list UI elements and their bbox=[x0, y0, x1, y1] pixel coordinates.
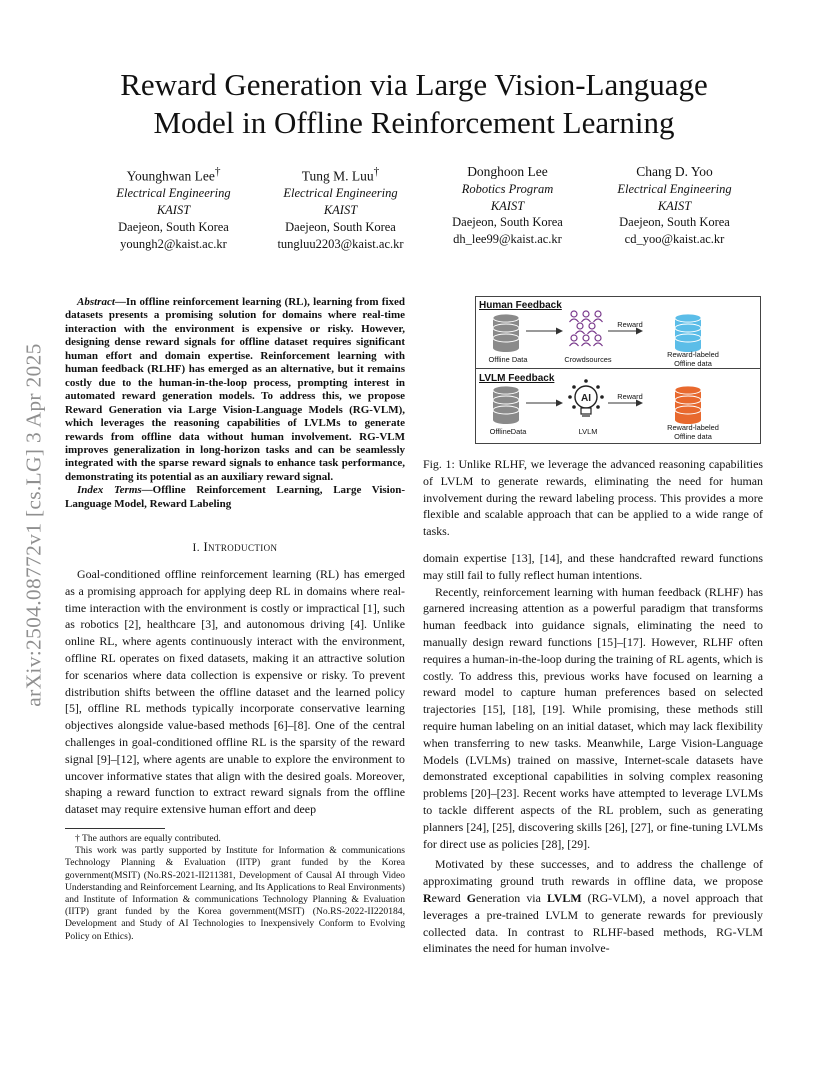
proposal-bold-r: R bbox=[423, 890, 432, 905]
proposal-bold-lvlm: LVLM bbox=[546, 890, 582, 905]
database-icon-gray bbox=[493, 386, 519, 424]
proposal-text: eward bbox=[431, 890, 467, 905]
crowd-people-icon bbox=[570, 311, 603, 346]
proposal-text: (RG-VLM), a novel approach that leverages a pre-trained LVLM to generate rewards for previously collected data. In contrast to RLHF-based methods, RG-VLM eliminates the need for human involve- bbox=[423, 890, 763, 956]
arxiv-identifier: arXiv:2504.08772v1 [cs.LG] 3 Apr 2025 bbox=[21, 343, 46, 707]
label-reward-labeled: Reward-labeled Offline data bbox=[667, 350, 719, 368]
label-reward: Reward bbox=[617, 392, 643, 401]
author-email: youngh2@kaist.ac.kr bbox=[120, 236, 227, 251]
label-reward-labeled: Reward-labeled Offline data bbox=[667, 423, 719, 441]
author-location: Daejeon, South Korea bbox=[118, 219, 229, 234]
section-title: Introduction bbox=[203, 539, 278, 555]
author-name: Donghoon Lee bbox=[467, 164, 548, 179]
figure-caption: Fig. 1: Unlike RLHF, we leverage the advanced reasoning capabilities of LVLM to generate rewards, eliminating the need for human involvement during the reward labeling process. This provides a more flexible and scalable approach that can be applied to a wide range of tasks. bbox=[423, 457, 763, 539]
title-line-2: Model in Offline Reinforcement Learning bbox=[153, 105, 675, 140]
index-terms-text: —Offline Reinforcement Learning, Large Vision-Language Model, Reward Labeling bbox=[65, 484, 405, 510]
author-dept: Electrical Engineering bbox=[283, 186, 398, 201]
label-reward: Reward bbox=[617, 320, 643, 329]
proposal-text: eneration via bbox=[476, 890, 547, 905]
footnote-equal-contribution: † The authors are equally contributed. bbox=[75, 833, 221, 844]
author-location: Daejeon, South Korea bbox=[285, 219, 396, 234]
author-email: cd_yoo@kaist.ac.kr bbox=[624, 232, 725, 247]
label-offline-data: OfflineData bbox=[489, 427, 527, 436]
intro-paragraph-proposal bbox=[423, 856, 763, 957]
lvlm-feedback-title: LVLM Feedback bbox=[479, 373, 555, 384]
label-offline-data: Offline Data bbox=[488, 355, 528, 364]
index-terms-label: Index Terms bbox=[77, 484, 142, 497]
equal-contribution-mark: † bbox=[214, 166, 221, 178]
intro-paragraph-rlhf: Recently, reinforcement learning with human feedback (RLHF) has garnered increasing attention as a powerful paradigm that transforms human feedback into guidance signals, eliminating the need to manually design reward functions [15]–[17]. However, RLHF often requires a human-in-the-loop during the training of RL agents, which is costly. To address this, previous works have focused on learning a reward model to capture human preferences based on selected trajectories [15], [18], [19]. While promising, these methods still require human labeling on an initial dataset, which may lack flexibility when transferring to new tasks. Meanwhile, Large Vision-Language Models (LVLMs) trained on massive, Internet-scale datasets have demonstrated exceptional capabilities in solving complex reasoning problems [20]–[23]. Recent works have attempted to leverage LVLMs to tackle different aspects of the RL problem, such as generating planners [24], [25], discovering skills [26], [27], or fine-tuning LVLMs for direct use as policies [28], [29]. bbox=[423, 584, 764, 851]
author-4 bbox=[591, 164, 758, 252]
label-crowdsources: Crowdsources bbox=[564, 355, 612, 364]
section-number: I. bbox=[192, 542, 201, 555]
author-email: tungluu2203@kaist.ac.kr bbox=[277, 236, 404, 251]
database-icon-blue bbox=[675, 314, 701, 352]
paper-title bbox=[60, 66, 768, 142]
author-inst: KAIST bbox=[156, 203, 191, 218]
figure-divider bbox=[476, 368, 760, 369]
database-icon-orange bbox=[675, 386, 701, 424]
intro-paragraph-continued: domain expertise [13], [14], and these handcrafted reward functions may still fail to fully reflect human intentions. bbox=[423, 550, 763, 582]
author-2 bbox=[257, 164, 424, 252]
lvlm-brain-icon bbox=[568, 379, 604, 416]
title-line-1: Reward Generation via Large Vision-Language bbox=[120, 67, 708, 102]
proposal-text: Motivated by these successes, and to address the challenge of approximating ground truth rewards in offline data, we propose bbox=[423, 857, 763, 889]
equal-contribution-mark: † bbox=[373, 166, 380, 178]
author-inst: KAIST bbox=[490, 198, 525, 213]
human-feedback-title: Human Feedback bbox=[479, 300, 562, 311]
author-name: Tung M. Luu bbox=[301, 168, 374, 184]
author-inst: KAIST bbox=[657, 198, 692, 213]
author-dept: Robotics Program bbox=[461, 181, 554, 196]
author-dept: Electrical Engineering bbox=[617, 181, 732, 196]
figure-1 bbox=[423, 296, 763, 540]
footnote-funding: This work was partly supported by Institute for Information & communications Technology Planning & Evaluation (IITP) grant funded by the Korea government(MSIT) (No.RS-2021-II211381, Development of Causal AI through Video Understanding and Reinforcement Learning, and Its Applications to Real Environments) and Institute of Information & communications Technology Planning & Evaluation (IITP) grant funded by the Korea government(MSIT) (No.RS-2022-II220184, Development and Study of AI Technologies to Inexpensively Conform to Evolving Policy on Ethics). bbox=[65, 845, 405, 942]
author-location: Daejeon, South Korea bbox=[619, 215, 730, 230]
abstract bbox=[65, 296, 405, 484]
diagram-graphics bbox=[476, 297, 760, 443]
left-column bbox=[65, 296, 405, 943]
author-inst: KAIST bbox=[323, 203, 358, 218]
svg-text:AI: AI bbox=[581, 393, 591, 404]
author-3 bbox=[424, 164, 591, 252]
right-column bbox=[423, 296, 763, 957]
label-lvlm: LVLM bbox=[578, 427, 598, 436]
intro-paragraph: Goal-conditioned offline reinforcement learning (RL) has emerged as a promising approach for applying deep RL in domains where real-time interaction with the environment is costly or impractical [1], such as robotics [2], healthcare [3], and autonomous driving [4]. Unlike online RL, where agents continuously interact with the environment, offline RL operates on fixed datasets, making it an attractive solution for scenarios where data collection is expensive or risky. To prevent distribution shifts between the offline dataset and the learned policy [5], offline RL methods typically incorporate conservative learning objectives alongside value-based methods [6]–[8]. One of the central challenges in goal-conditioned offline RL is the sparsity of the reward signal [9]–[12], where agents are unable to explore the environment to uncover informative states that align with the desired goals. Moreover, shaping a reward function to extract reward signals from the offline dataset may require extensive human effort and deep bbox=[65, 567, 405, 817]
author-name: Chang D. Yoo bbox=[636, 164, 713, 179]
author-email: dh_lee99@kaist.ac.kr bbox=[453, 232, 562, 247]
section-heading bbox=[65, 539, 405, 557]
author-location: Daejeon, South Korea bbox=[452, 215, 563, 230]
abstract-label: Abstract bbox=[77, 296, 115, 308]
author-block bbox=[90, 164, 758, 252]
index-terms bbox=[65, 484, 405, 511]
author-1 bbox=[90, 164, 257, 252]
abstract-text: —In offline reinforcement learning (RL), learning from fixed datasets presents a promising solution for domains where real-time interaction with the environment is expensive or risky. However, designing dense reward signals for offline dataset requires significant human effort and domain expertise. Reinforcement learning with human feedback (RLHF) has emerged as an alternative, but it remains costly due to the human-in-the-loop process, prompting interest in automated reward generation models. To address this, we propose Reward Generation via Large Vision-Language Models (RG-VLM), which leverages the reasoning capabilities of LVLMs to generate rewards from offline data without human involvement. RG-VLM improves generalization in long-horizon tasks and can be seamlessly integrated with the sparse reward signals to enhance task performance, demonstrating its potential as an auxiliary reward signal. bbox=[65, 296, 405, 483]
author-dept: Electrical Engineering bbox=[116, 186, 231, 201]
footnote-divider bbox=[65, 828, 165, 829]
figure-diagram bbox=[475, 296, 761, 444]
database-icon-gray bbox=[493, 314, 519, 352]
author-name: Younghwan Lee bbox=[126, 168, 215, 184]
proposal-bold-g: G bbox=[466, 890, 476, 905]
